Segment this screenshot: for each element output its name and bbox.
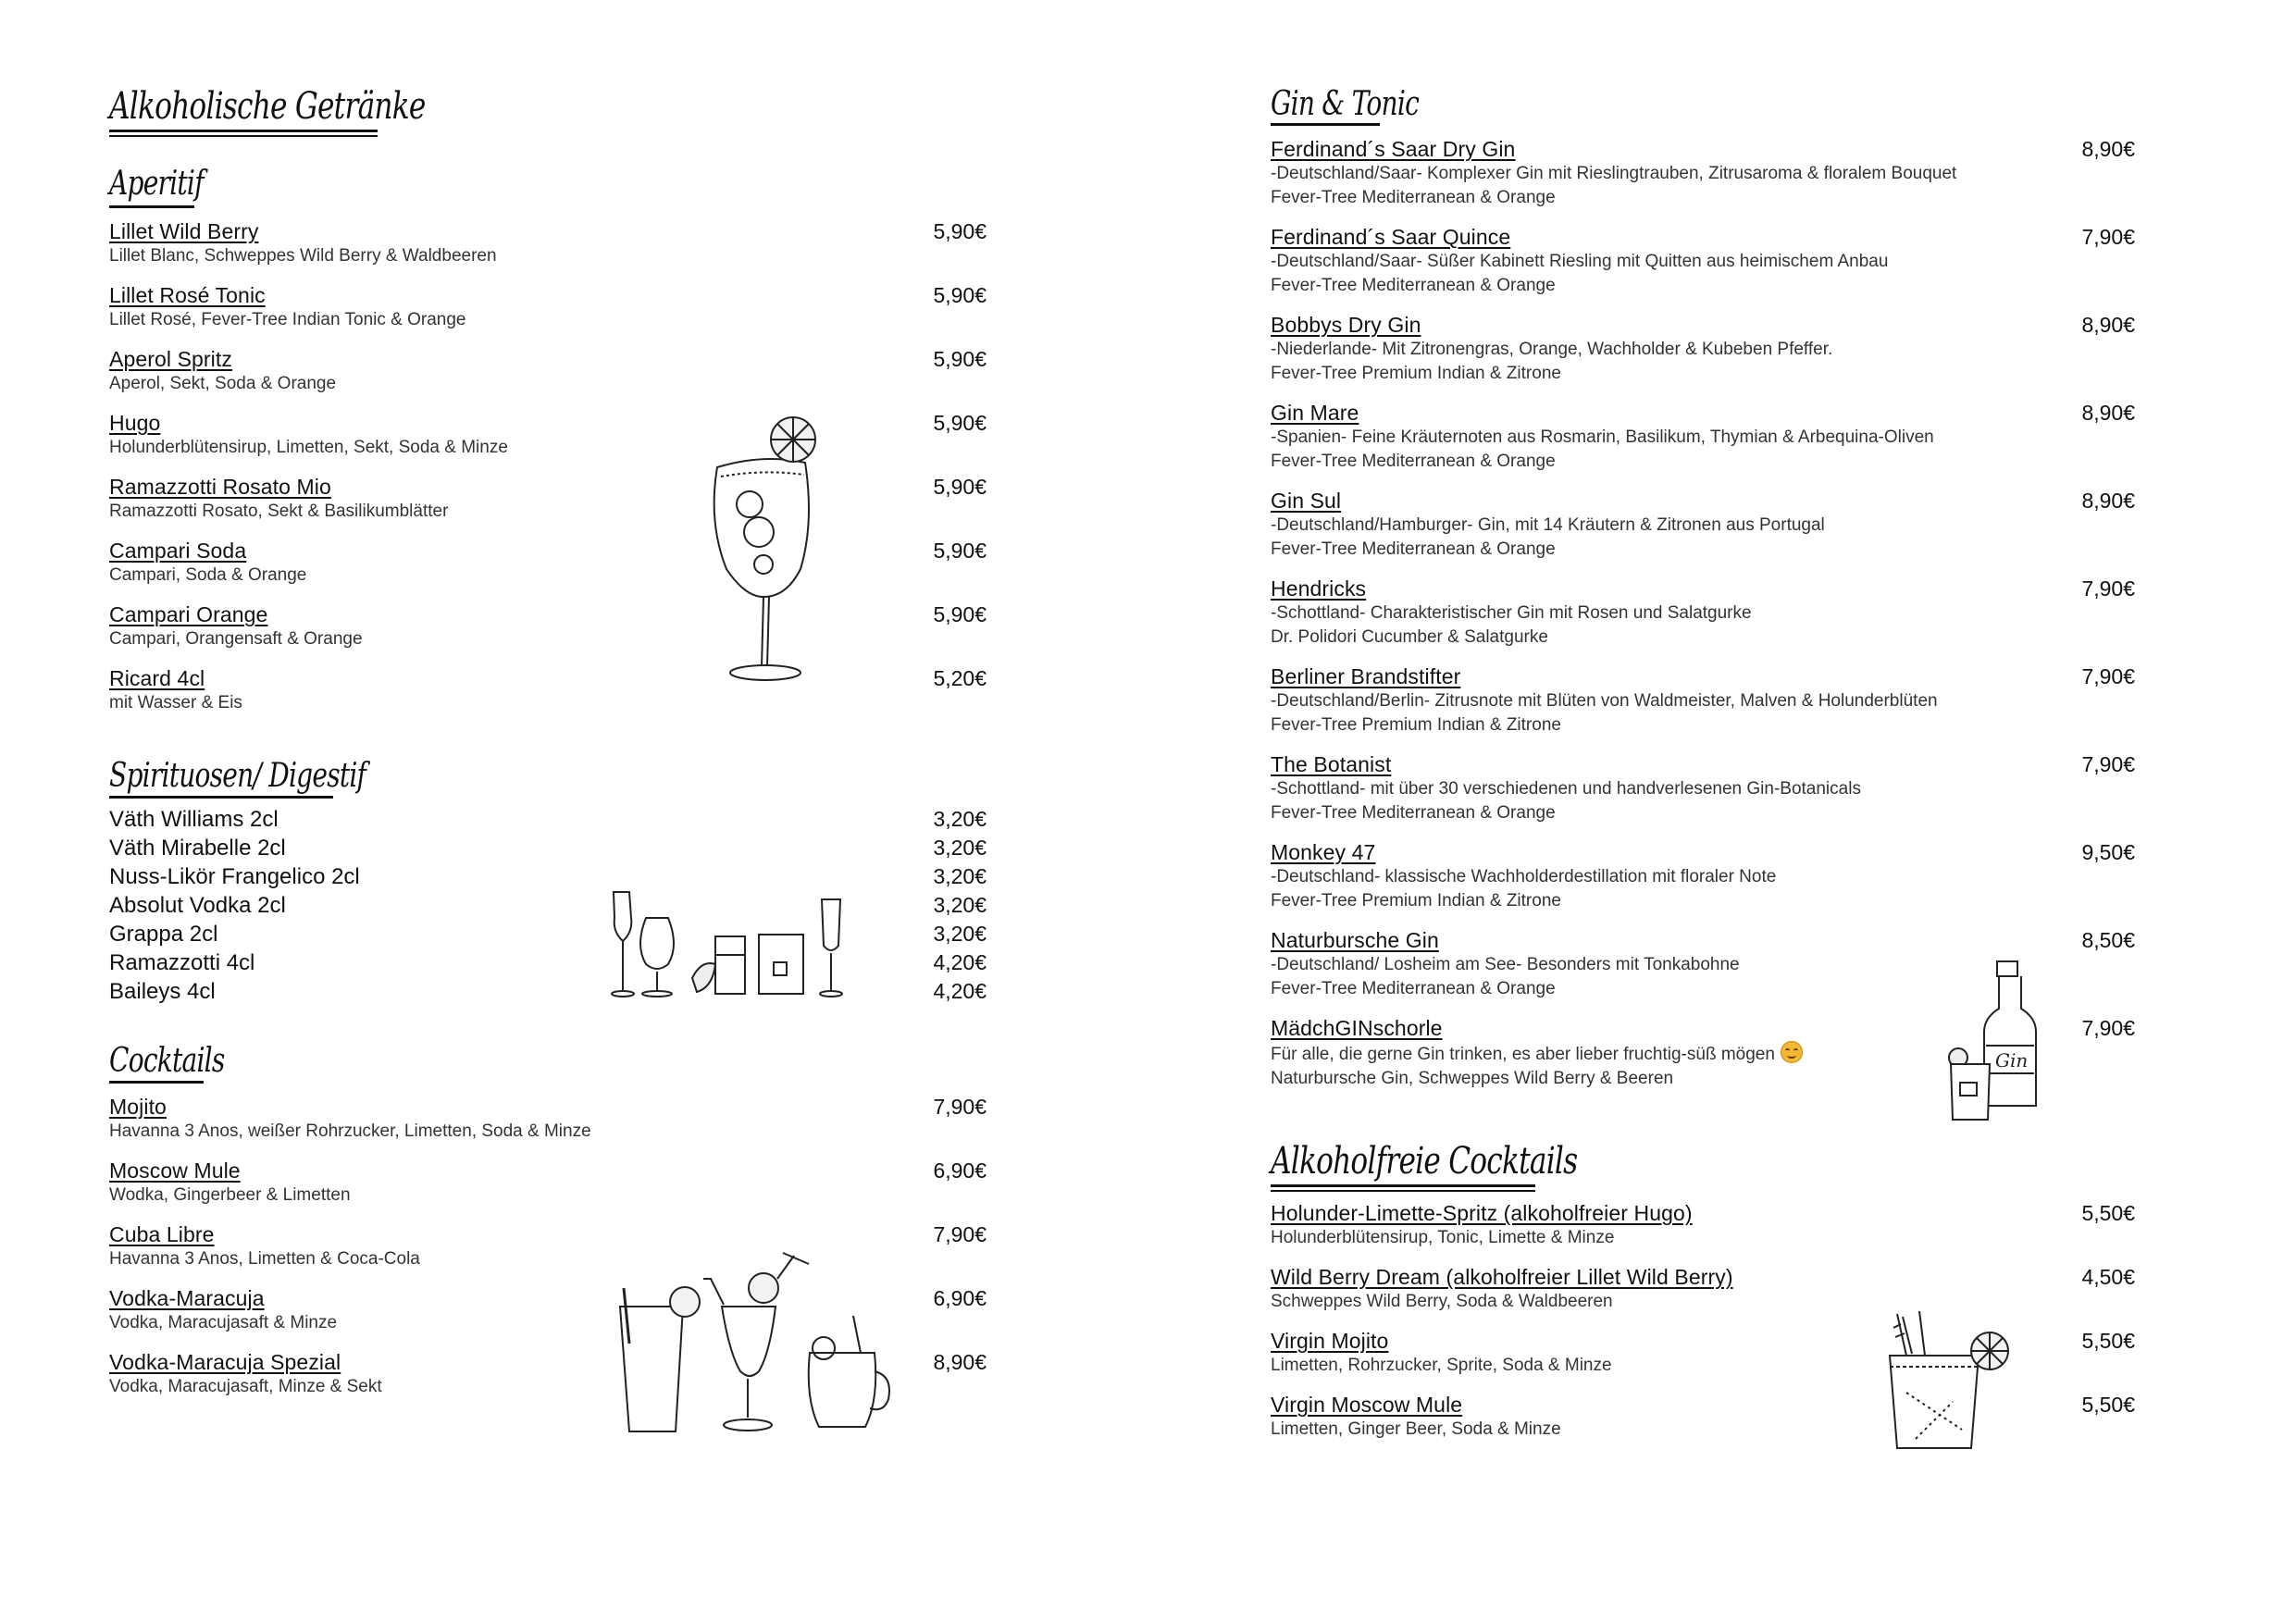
item-name: Aperol Spritz (109, 347, 232, 371)
menu-item (109, 219, 497, 268)
item-price: 3,20€ (933, 922, 987, 946)
menu-item (1271, 840, 1776, 913)
menu-item-name: Absolut Vodka 2cl (109, 893, 286, 918)
item-price: 5,90€ (933, 411, 987, 435)
item-price: 7,90€ (2081, 664, 2135, 688)
menu-item-name: Nuss-Likör Frangelico 2cl (109, 864, 360, 889)
menu-item (109, 539, 306, 588)
item-description: Havanna 3 Anos, weißer Rohrzucker, Limetten, Soda & Minze (109, 1121, 591, 1141)
item-name: Mojito (109, 1095, 167, 1119)
menu-item (109, 283, 465, 332)
title-underline (109, 130, 378, 137)
section-heading-alkoholfreie-cocktails: Alkoholfreie Cocktails (1271, 1140, 1578, 1183)
item-price: 5,90€ (933, 219, 987, 243)
item-price: 7,90€ (933, 1222, 987, 1246)
item-price: 5,50€ (2081, 1393, 2135, 1417)
item-name: MädchGINschorle (1271, 1016, 1443, 1040)
section-heading-gin-tonic: Gin & Tonic (1271, 85, 1420, 123)
menu-item (1271, 313, 1832, 386)
item-price: 8,90€ (2081, 313, 2135, 337)
item-price: 3,20€ (933, 836, 987, 860)
item-origin-description: -Niederlande- Mit Zitronengras, Orange, Wachholder & Kubeben Pfeffer. (1271, 340, 1833, 359)
item-description: Schweppes Wild Berry, Soda & Waldbeeren (1271, 1292, 1613, 1311)
menu-item (109, 411, 508, 460)
heading-underline (1271, 1184, 1535, 1192)
item-price: 4,50€ (2081, 1265, 2135, 1289)
item-name: Gin Sul (1271, 489, 1342, 513)
item-tonic-garnish: Fever-Tree Mediterranean & Orange (1271, 539, 1556, 559)
item-price: 7,90€ (2081, 225, 2135, 249)
cocktails-illustration (611, 1251, 898, 1436)
item-origin-description: -Deutschland/Berlin- Zitrusnote mit Blüten von Waldmeister, Malven & Holunderblüten (1271, 691, 1938, 711)
item-name: Holunder-Limette-Spritz (alkoholfreier Hugo) (1271, 1201, 1693, 1225)
item-tonic-garnish: Fever-Tree Premium Indian & Zitrone (1271, 364, 1561, 383)
item-description: Lillet Rosé, Fever-Tree Indian Tonic & Orange (109, 310, 466, 329)
item-price: 6,90€ (933, 1158, 987, 1183)
item-origin-description: -Spanien- Feine Kräuternoten aus Rosmarin, Basilikum, Thymian & Arbequina-Oliven (1271, 427, 1934, 447)
menu-item (109, 1286, 337, 1335)
item-name: Hendricks (1271, 576, 1367, 601)
item-tonic-garnish: Fever-Tree Premium Indian & Zitrone (1271, 891, 1561, 911)
item-name: Ramazzotti Rosato Mio (109, 475, 331, 499)
menu-item (1271, 401, 1934, 474)
menu-item (1271, 489, 1825, 562)
item-name: Berliner Brandstifter (1271, 664, 1461, 688)
item-price: 5,20€ (933, 666, 987, 690)
item-description: Campari, Orangensaft & Orange (109, 629, 363, 649)
item-description: mit Wasser & Eis (109, 693, 242, 712)
item-name: Virgin Moscow Mule (1271, 1393, 1463, 1417)
item-price: 8,90€ (933, 1350, 987, 1374)
item-price: 7,90€ (2081, 752, 2135, 776)
heading-underline (109, 1081, 204, 1084)
menu-item (1271, 752, 1861, 825)
item-price: 3,20€ (933, 864, 987, 888)
item-name: Ferdinand´s Saar Quince (1271, 225, 1511, 249)
item-tonic-garnish: Naturbursche Gin, Schweppes Wild Berry & Beeren (1271, 1069, 1674, 1088)
item-price: 5,90€ (933, 475, 987, 499)
item-name: Lillet Rosé Tonic (109, 283, 266, 307)
item-description: Holunderblütensirup, Tonic, Limette & Minze (1271, 1228, 1615, 1247)
item-tonic-garnish: Dr. Polidori Cucumber & Salatgurke (1271, 627, 1548, 647)
item-name: Vodka-Maracuja Spezial (109, 1350, 341, 1374)
menu-item (1271, 576, 1752, 650)
menu-item (109, 347, 336, 396)
item-price: 6,90€ (933, 1286, 987, 1310)
item-price: 8,90€ (2081, 137, 2135, 161)
item-price: 7,90€ (933, 1095, 987, 1119)
item-description: Lillet Blanc, Schweppes Wild Berry & Waldbeeren (109, 246, 497, 266)
heading-underline (1271, 123, 1380, 126)
item-price: 3,20€ (933, 893, 987, 917)
item-description: Limetten, Rohrzucker, Sprite, Soda & Minze (1271, 1356, 1612, 1375)
item-price: 8,50€ (2081, 928, 2135, 952)
item-name: Naturbursche Gin (1271, 928, 1439, 952)
item-origin-description: -Deutschland- klassische Wachholderdestillation mit floraler Note (1271, 867, 1777, 886)
item-description: Ramazzotti Rosato, Sekt & Basilikumblätter (109, 502, 449, 521)
item-name: Campari Soda (109, 539, 247, 563)
menu-item (1271, 1201, 1693, 1250)
item-price: 8,90€ (2081, 489, 2135, 513)
item-tonic-garnish: Fever-Tree Mediterranean & Orange (1271, 452, 1556, 471)
menu-item-name: Grappa 2cl (109, 922, 218, 947)
menu-item (1271, 928, 1740, 1001)
menu-item-name: Ramazzotti 4cl (109, 950, 255, 975)
item-tonic-garnish: Fever-Tree Mediterranean & Orange (1271, 979, 1556, 998)
item-description: Limetten, Ginger Beer, Soda & Minze (1271, 1419, 1561, 1439)
item-price: 8,90€ (2081, 401, 2135, 425)
item-origin-description: -Deutschland/Saar- Süßer Kabinett Riesling mit Quitten aus heimischem Anbau (1271, 252, 1889, 271)
menu-item (1271, 1329, 1612, 1378)
item-name: Lillet Wild Berry (109, 219, 259, 243)
menu-item (109, 1095, 591, 1144)
item-name: The Botanist (1271, 752, 1392, 776)
menu-item-name: Baileys 4cl (109, 979, 216, 1004)
item-price: 9,50€ (2081, 840, 2135, 864)
item-price: 4,20€ (933, 979, 987, 1003)
item-origin-description: -Schottland- Charakteristischer Gin mit Rosen und Salatgurke (1271, 603, 1752, 623)
spirits-glasses-illustration (609, 890, 868, 999)
item-price: 5,50€ (2081, 1201, 2135, 1225)
item-name: Gin Mare (1271, 401, 1359, 425)
menu-item (1271, 1265, 1733, 1314)
section-heading-aperitif: Aperitif (109, 165, 204, 203)
section-heading-spirituosen: Spirituosen/ Digestif (109, 757, 366, 795)
item-name: Wild Berry Dream (alkoholfreier Lillet Wild Berry) (1271, 1265, 1733, 1289)
item-price: 5,90€ (933, 347, 987, 371)
item-description: Campari, Soda & Orange (109, 565, 307, 585)
menu-item (109, 666, 242, 715)
item-price: 5,90€ (933, 602, 987, 626)
mule-glass-illustration (1879, 1309, 2017, 1457)
smiling-face-icon (1781, 1041, 1803, 1063)
item-origin-description: -Deutschland/Hamburger- Gin, mit 14 Kräutern & Zitronen aus Portugal (1271, 515, 1825, 535)
page-title: Alkoholische Getränke (109, 85, 426, 128)
menu-item (1271, 225, 1888, 298)
item-origin-description: -Deutschland/Saar- Komplexer Gin mit Rieslingtrauben, Zitrusaroma & floralem Bouquet (1271, 164, 1957, 183)
item-description: Holunderblütensirup, Limetten, Sekt, Soda & Minze (109, 438, 508, 457)
heading-underline (109, 796, 333, 799)
menu-item (1271, 664, 1938, 737)
item-name: Ferdinand´s Saar Dry Gin (1271, 137, 1516, 161)
item-name: Virgin Mojito (1271, 1329, 1389, 1353)
item-origin-description: -Deutschland/ Losheim am See- Besonders mit Tonkabohne (1271, 955, 1740, 974)
menu-item-name: Väth Williams 2cl (109, 807, 279, 832)
item-origin-description: -Schottland- mit über 30 verschiedenen und handverlesenen Gin-Botanicals (1271, 779, 1861, 799)
item-description-text: Für alle, die gerne Gin trinken, es aber lieber fruchtig-süß mögen (1271, 1045, 1775, 1064)
item-tonic-garnish: Fever-Tree Mediterranean & Orange (1271, 803, 1556, 823)
gin-bottle-illustration (1943, 958, 2045, 1124)
item-description: Havanna 3 Anos, Limetten & Coca-Cola (109, 1249, 420, 1269)
menu-item (109, 602, 363, 651)
item-name: Cuba Libre (109, 1222, 215, 1246)
item-name: Ricard 4cl (109, 666, 205, 690)
heading-underline (109, 205, 194, 208)
item-description: Vodka, Maracujasaft, Minze & Sekt (109, 1377, 382, 1396)
item-price: 7,90€ (2081, 1016, 2135, 1040)
menu-item (109, 475, 448, 524)
item-name: Moscow Mule (109, 1158, 241, 1183)
menu-item (109, 1222, 420, 1271)
menu-item (1271, 1016, 1803, 1091)
item-price: 7,90€ (2081, 576, 2135, 601)
item-price: 4,20€ (933, 950, 987, 974)
item-tonic-garnish: Fever-Tree Mediterranean & Orange (1271, 276, 1556, 295)
item-price: 5,90€ (933, 283, 987, 307)
item-tonic-garnish: Fever-Tree Premium Indian & Zitrone (1271, 715, 1561, 735)
item-price: 5,90€ (933, 539, 987, 563)
menu-item (1271, 1393, 1561, 1442)
item-name: Bobbys Dry Gin (1271, 313, 1421, 337)
item-price: 3,20€ (933, 807, 987, 831)
menu-item-name: Väth Mirabelle 2cl (109, 836, 286, 861)
item-origin-description (1271, 1041, 1803, 1067)
spritz-wine-glass-illustration (699, 412, 838, 689)
item-tonic-garnish: Fever-Tree Mediterranean & Orange (1271, 188, 1556, 207)
item-name: Hugo (109, 411, 161, 435)
item-description: Wodka, Gingerbeer & Limetten (109, 1185, 351, 1205)
section-heading-cocktails: Cocktails (109, 1042, 225, 1080)
item-name: Vodka-Maracuja (109, 1286, 265, 1310)
svg-text:Gin: Gin (1995, 1049, 2029, 1072)
item-name: Monkey 47 (1271, 840, 1376, 864)
menu-item (109, 1158, 351, 1208)
item-description: Vodka, Maracujasaft & Minze (109, 1313, 338, 1332)
item-name: Campari Orange (109, 602, 268, 626)
item-description: Aperol, Sekt, Soda & Orange (109, 374, 337, 393)
menu-item (1271, 137, 1956, 210)
item-price: 5,50€ (2081, 1329, 2135, 1353)
menu-item (109, 1350, 382, 1399)
